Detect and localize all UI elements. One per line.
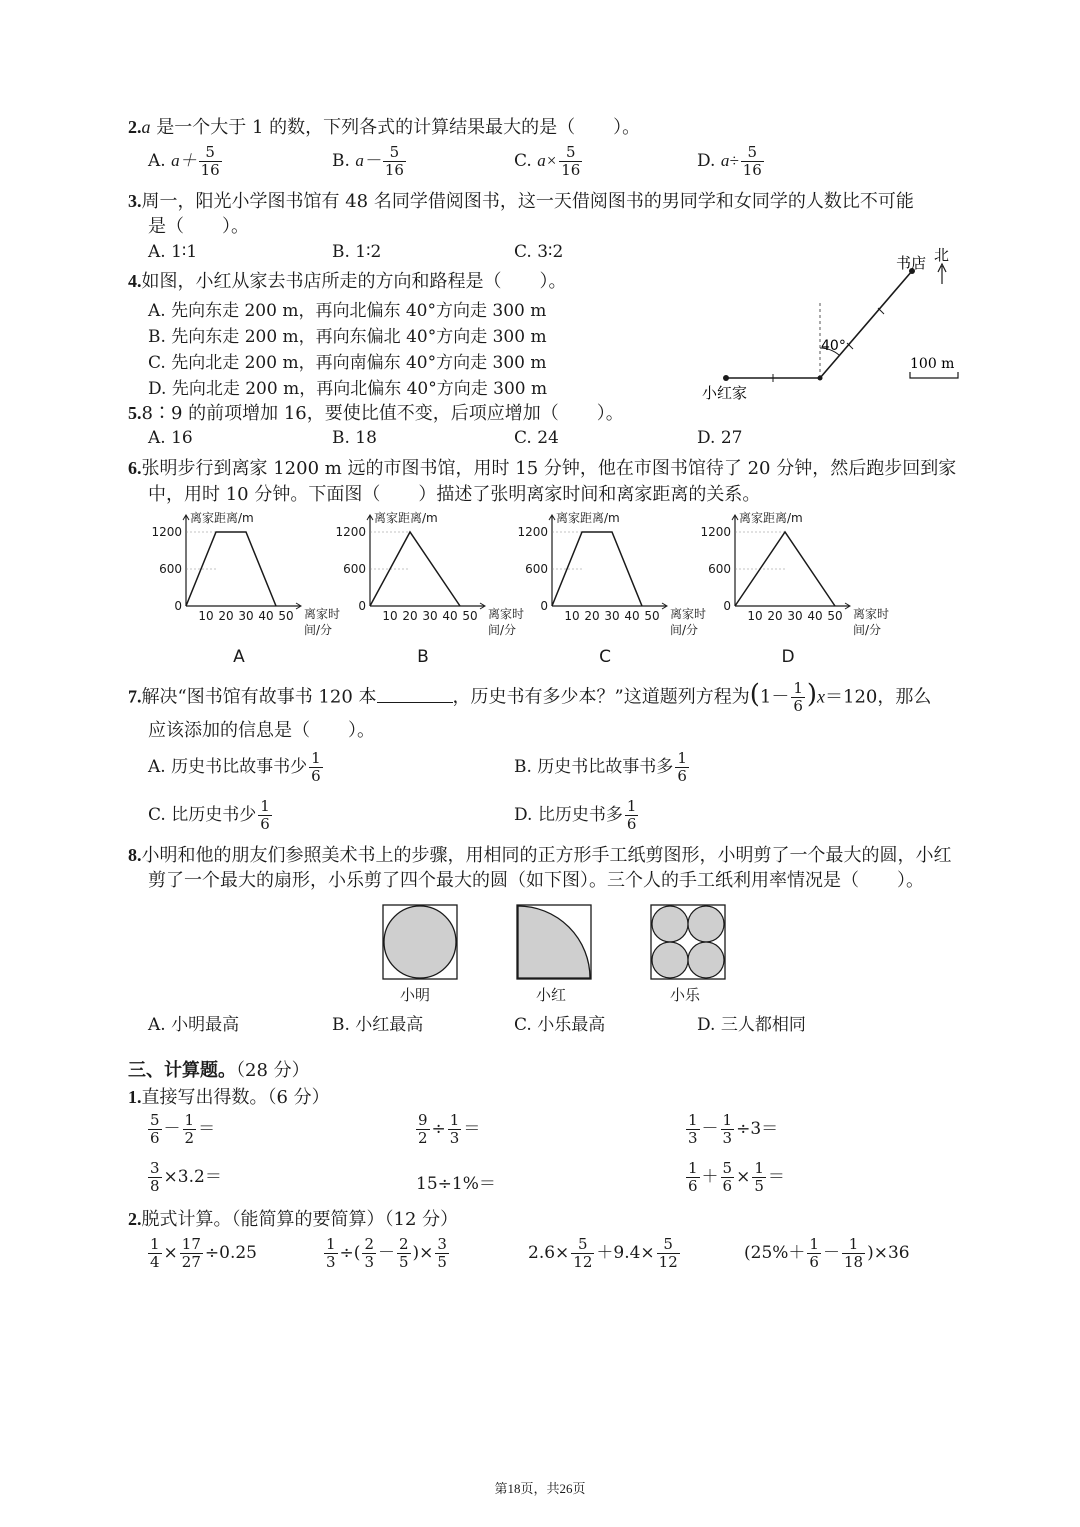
page-number: 第18页，共26页 bbox=[494, 1481, 586, 1496]
x-tick-label: 20 bbox=[584, 609, 600, 623]
section-3-part2-title: 2.脱式计算。（能简算的要简算）（12 分） bbox=[128, 1209, 459, 1230]
figure-label-xiaole: 小乐 bbox=[670, 986, 701, 1004]
x-tick-label: 30 bbox=[422, 609, 438, 623]
section-3-part1-title: 1.直接写出得数。（6 分） bbox=[128, 1087, 330, 1108]
step-calc-4: (25%＋ $\frac{1}{6}$ － $\frac{1}{18}$ )×36 bbox=[744, 1235, 910, 1271]
question-5-stem: 5.8∶9 的前项增加 16，要使比值不变，后项应增加（ ）。 bbox=[128, 403, 624, 424]
chart-option-label: B bbox=[417, 647, 429, 667]
chart-option-label: A bbox=[233, 647, 245, 667]
q3-option-b: B. 1∶2 bbox=[332, 242, 382, 262]
x-tick-label: 10 bbox=[382, 609, 398, 623]
x-tick-label: 30 bbox=[604, 609, 620, 623]
direct-calc-2: $\frac{9}{2}$ ÷ $\frac{1}{3}$ ＝ bbox=[418, 1111, 481, 1147]
q5-option-b: B. 18 bbox=[332, 428, 377, 448]
figure-xiaole-four-circles bbox=[650, 904, 726, 980]
x-tick-label: 40 bbox=[624, 609, 640, 623]
x-axis-label: 离家时 bbox=[304, 607, 341, 621]
x-tick-label: 20 bbox=[767, 609, 783, 623]
chart-d bbox=[697, 506, 897, 674]
x-tick-label: 40 bbox=[807, 609, 823, 623]
q8-option-b: B. 小红最高 bbox=[332, 1015, 424, 1035]
x-tick-label: 20 bbox=[218, 609, 234, 623]
x-tick-label: 50 bbox=[462, 609, 478, 623]
question-2-stem: 2.a 是一个大于 1 的数，下列各式的计算结果最大的是（ ）。 bbox=[128, 117, 641, 138]
chart-a bbox=[148, 506, 348, 674]
angle-label: 40° bbox=[821, 338, 846, 354]
direct-calc-3: $\frac{1}{3}$ － $\frac{1}{3}$ ÷3＝ bbox=[688, 1111, 779, 1147]
figure-label-xiaoming: 小明 bbox=[400, 986, 431, 1004]
question-7-line2: 应该添加的信息是（ ）。 bbox=[148, 720, 375, 741]
x-axis-label: 离家时 bbox=[670, 607, 707, 621]
direct-calc-5: 15÷1%＝ bbox=[416, 1174, 496, 1194]
scale-bar bbox=[910, 372, 958, 378]
q7-option-a: A. 历史书比故事书少 $\frac{1}{6}$ bbox=[148, 749, 321, 785]
x-tick-label: 10 bbox=[198, 609, 214, 623]
x-tick-label: 10 bbox=[747, 609, 763, 623]
y-tick-label: 0 bbox=[723, 599, 731, 613]
chart-option-label: D bbox=[781, 647, 795, 667]
question-6-line1: 6.张明步行到离家 1200 m 远的市图书馆，用时 15 分钟，他在市图书馆待了 20 分钟，然后跑步回到家 bbox=[128, 458, 957, 479]
q8-option-a: A. 小明最高 bbox=[148, 1015, 240, 1035]
q2-option-a: A. a＋ $\frac{5}{16}$ bbox=[148, 143, 220, 179]
q2-option-c: C. a× $\frac{5}{16}$ bbox=[514, 143, 581, 179]
x-tick-label: 30 bbox=[787, 609, 803, 623]
step-calc-1: $\frac{1}{4}$ × $\frac{17}{27}$ ÷0.25 bbox=[150, 1235, 257, 1271]
turn-point bbox=[818, 376, 823, 381]
q2-option-d: D. a÷ $\frac{5}{16}$ bbox=[697, 143, 762, 179]
y-axis-label: 离家距离/m bbox=[556, 511, 620, 525]
q5-option-d: D. 27 bbox=[697, 428, 743, 448]
x-tick-label: 30 bbox=[238, 609, 254, 623]
x-tick-label: 40 bbox=[258, 609, 274, 623]
q7-option-b: B. 历史书比故事书多 $\frac{1}{6}$ bbox=[514, 749, 687, 785]
home-point bbox=[723, 375, 729, 381]
question-8-line1: 8.小明和他的朋友们参照美术书上的步骤，用相同的正方形手工纸剪图形，小明剪了一个最大的圆，小红 bbox=[128, 845, 952, 866]
y-tick-label: 600 bbox=[525, 562, 548, 576]
x-tick-label: 50 bbox=[827, 609, 843, 623]
question-7-line1: 7.解决“图书馆有故事书 120 本 ，历史书有多少本？”这道题列方程为(1－ $\frac{1}{6}$ )x＝120，那么 bbox=[128, 679, 932, 715]
x-axis-label: 间/分 bbox=[670, 623, 699, 637]
north-label: 北 bbox=[934, 246, 950, 264]
question-4-stem: 4.如图，小红从家去书店所走的方向和路程是（ ）。 bbox=[128, 271, 567, 292]
x-axis-label: 离家时 bbox=[488, 607, 525, 621]
y-tick-label: 1200 bbox=[700, 525, 731, 539]
y-axis-label: 离家距离/m bbox=[374, 511, 438, 525]
section-3-title: 三、计算题。（28 分） bbox=[128, 1060, 310, 1081]
x-tick-label: 50 bbox=[278, 609, 294, 623]
home-label: 小红家 bbox=[702, 384, 748, 402]
question-3-line2: 是（ ）。 bbox=[148, 216, 249, 237]
q3-option-c: C. 3∶2 bbox=[514, 242, 564, 262]
y-tick-label: 1200 bbox=[517, 525, 548, 539]
step-calc-2: $\frac{1}{3}$ ÷( $\frac{2}{3}$ － $\frac{2}{5}$ )× $\frac{3}{5}$ bbox=[326, 1235, 447, 1271]
direct-calc-4: $\frac{3}{8}$ ×3.2＝ bbox=[150, 1159, 222, 1195]
q8-option-d: D. 三人都相同 bbox=[697, 1015, 806, 1035]
figure-label-xiaohong: 小红 bbox=[536, 986, 567, 1004]
scale-label: 100 m bbox=[910, 356, 955, 372]
x-tick-label: 20 bbox=[402, 609, 418, 623]
x-axis-label: 间/分 bbox=[853, 623, 882, 637]
q7-option-c: C. 比历史书少 $\frac{1}{6}$ bbox=[148, 797, 270, 833]
chart-option-label: C bbox=[599, 647, 611, 667]
figure-xiaoming-circle bbox=[382, 904, 458, 980]
x-tick-label: 50 bbox=[644, 609, 660, 623]
direct-calc-1: $\frac{5}{6}$ － $\frac{1}{2}$ ＝ bbox=[150, 1111, 216, 1147]
q3-option-a: A. 1∶1 bbox=[148, 242, 198, 262]
step-calc-3: 2.6× $\frac{5}{12}$ ＋9.4× $\frac{5}{12}$ bbox=[528, 1235, 678, 1271]
q4-option-b: B. 先向东走 200 m，再向东偏北 40°方向走 300 m bbox=[148, 327, 547, 347]
y-tick-label: 0 bbox=[540, 599, 548, 613]
direct-calc-6: $\frac{1}{6}$ ＋ $\frac{5}{6}$ × $\frac{1}{5}$ ＝ bbox=[688, 1159, 785, 1195]
q4-option-d: D. 先向北走 200 m，再向北偏东 40°方向走 300 m bbox=[148, 379, 548, 399]
x-axis-label: 间/分 bbox=[488, 623, 517, 637]
y-axis-label: 离家距离/m bbox=[739, 511, 803, 525]
route-map bbox=[690, 238, 980, 408]
q5-option-c: C. 24 bbox=[514, 428, 559, 448]
y-tick-label: 0 bbox=[174, 599, 182, 613]
question-3-line1: 3.周一，阳光小学图书馆有 48 名同学借阅图书，这一天借阅图书的男同学和女同学的人数比不可能 bbox=[128, 191, 914, 212]
figure-xiaohong-sector bbox=[516, 904, 592, 980]
tick-mark bbox=[878, 308, 884, 314]
y-tick-label: 1200 bbox=[151, 525, 182, 539]
y-tick-label: 0 bbox=[358, 599, 366, 613]
chart-b bbox=[332, 506, 532, 674]
q5-option-a: A. 16 bbox=[148, 428, 193, 448]
x-axis-label: 离家时 bbox=[853, 607, 890, 621]
q4-option-a: A. 先向东走 200 m，再向北偏东 40°方向走 300 m bbox=[148, 301, 547, 321]
question-8-line2: 剪了一个最大的扇形，小乐剪了四个最大的圆（如下图）。三个人的手工纸利用率情况是（ ）。 bbox=[148, 870, 924, 891]
y-tick-label: 600 bbox=[343, 562, 366, 576]
y-axis-label: 离家距离/m bbox=[190, 511, 254, 525]
q4-option-c: C. 先向北走 200 m，再向南偏东 40°方向走 300 m bbox=[148, 353, 547, 373]
y-tick-label: 600 bbox=[159, 562, 182, 576]
bookstore-label: 书店 bbox=[896, 254, 927, 272]
question-6-line2: 中，用时 10 分钟。下面图（ ）描述了张明离家时间和离家距离的关系。 bbox=[148, 484, 761, 505]
y-tick-label: 1200 bbox=[335, 525, 366, 539]
x-axis-label: 间/分 bbox=[304, 623, 333, 637]
q2-option-b: B. a－ $\frac{5}{16}$ bbox=[332, 143, 404, 179]
x-tick-label: 10 bbox=[564, 609, 580, 623]
y-tick-label: 600 bbox=[708, 562, 731, 576]
q7-option-d: D. 比历史书多 $\frac{1}{6}$ bbox=[514, 797, 637, 833]
chart-c bbox=[514, 506, 714, 674]
q8-option-c: C. 小乐最高 bbox=[514, 1015, 606, 1035]
route-diagonal-segment bbox=[820, 271, 912, 378]
x-tick-label: 40 bbox=[442, 609, 458, 623]
